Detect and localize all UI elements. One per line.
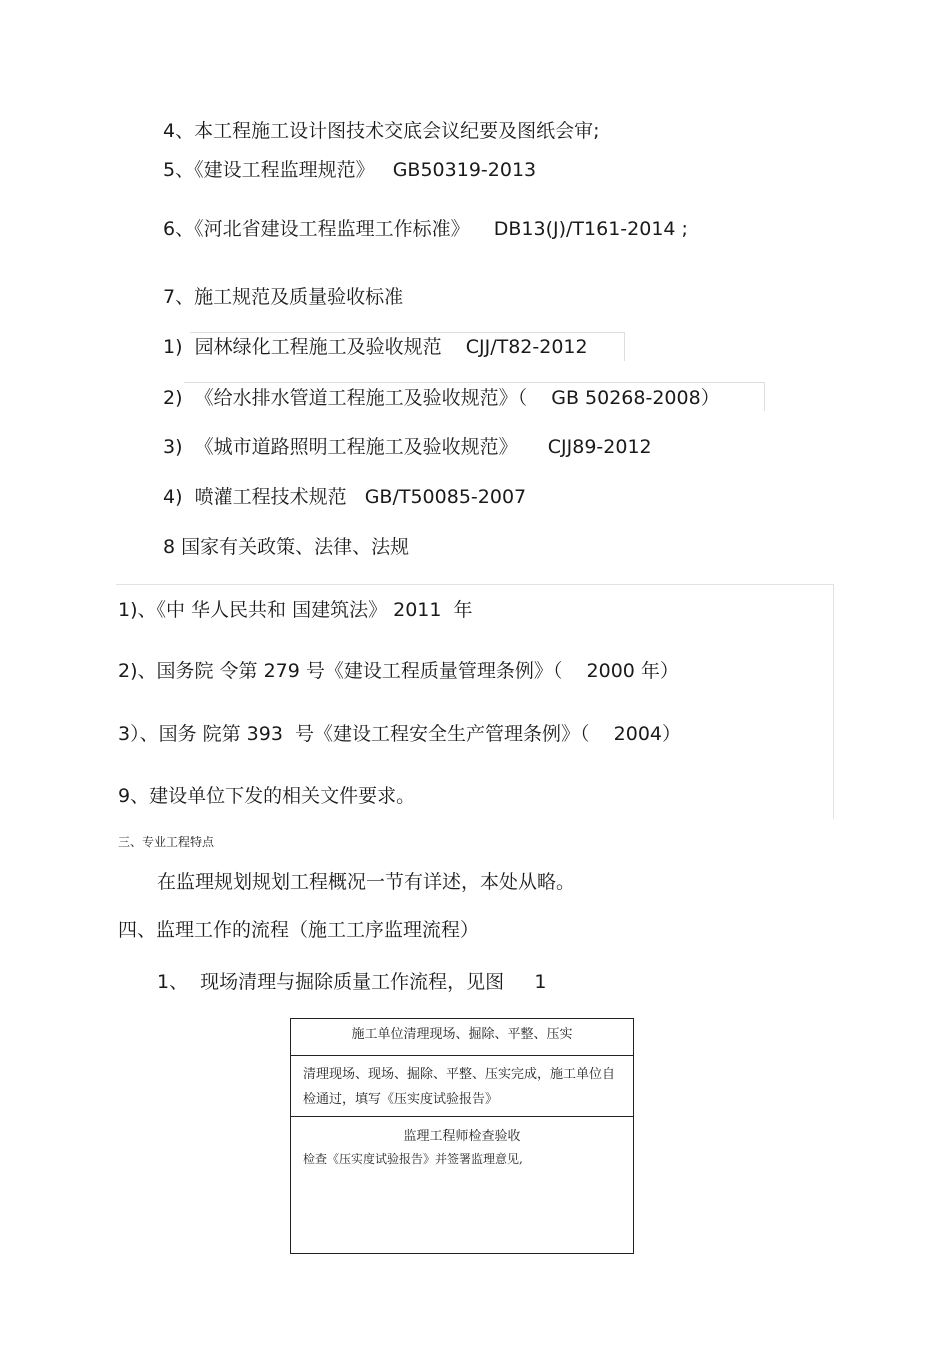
- law-item-3: 3）、国务 院第 393 号《建设工程安全生产管理条例》（ 2004）: [118, 723, 682, 745]
- flow-step-3-title: 监理工程师检查验收: [403, 1129, 521, 1144]
- section-4-heading: 四、监理工作的流程（施工工序监理流程）: [118, 919, 480, 941]
- section-3-paragraph: 在监理规划规划工程概况一节有详述，本处从略。: [157, 871, 576, 893]
- flow-step-3-body: 检查《压实度试验报告》并签署监理意见,: [303, 1152, 523, 1166]
- sub-item-3: 3) 《城市道路照明工程施工及验收规范》 CJJ89-2012: [163, 436, 652, 458]
- item-6: 6、《河北省建设工程监理工作标准》 DB13(J)/T161-2014 ;: [163, 218, 688, 240]
- item-5: 5、《建设工程监理规范》 GB50319-2013: [163, 159, 537, 181]
- law-item-2: 2)、国务院 令第 279 号《建设工程质量管理条例》（ 2000 年）: [118, 660, 679, 682]
- flow-step-2: 清理现场、现场、掘除、平整、压实完成，施工单位自检通过，填写《压实度试验报告》: [291, 1056, 633, 1117]
- item-4: 4、本工程施工设计图技术交底会议纪要及图纸会审;: [163, 120, 600, 142]
- section-3-heading: 三、专业工程特点: [118, 835, 215, 849]
- law-item-1: 1)、《中 华人民共和 国建筑法》 2011 年: [118, 599, 473, 621]
- sub-item-4: 4) 喷灌工程技术规范 GB/T50085-2007: [163, 486, 527, 508]
- sub-item-1: 1) 园林绿化工程施工及验收规范 CJJ/T82-2012: [163, 336, 588, 358]
- item-9: 9、建设单位下发的相关文件要求。: [118, 785, 416, 807]
- item-8: 8 国家有关政策、法律、法规: [163, 536, 410, 558]
- flowchart: [290, 1018, 634, 1254]
- flow-step-1: 施工单位清理现场、掘除、平整、压实: [291, 1019, 633, 1056]
- flow-step-3: [291, 1118, 633, 1253]
- flow-intro: 1、 现场清理与掘除质量工作流程，见图 1: [157, 971, 547, 993]
- sub-item-2: 2) 《给水排水管道工程施工及验收规范》（ GB 50268-2008）: [163, 387, 720, 409]
- item-7: 7、施工规范及质量验收标准: [163, 286, 404, 308]
